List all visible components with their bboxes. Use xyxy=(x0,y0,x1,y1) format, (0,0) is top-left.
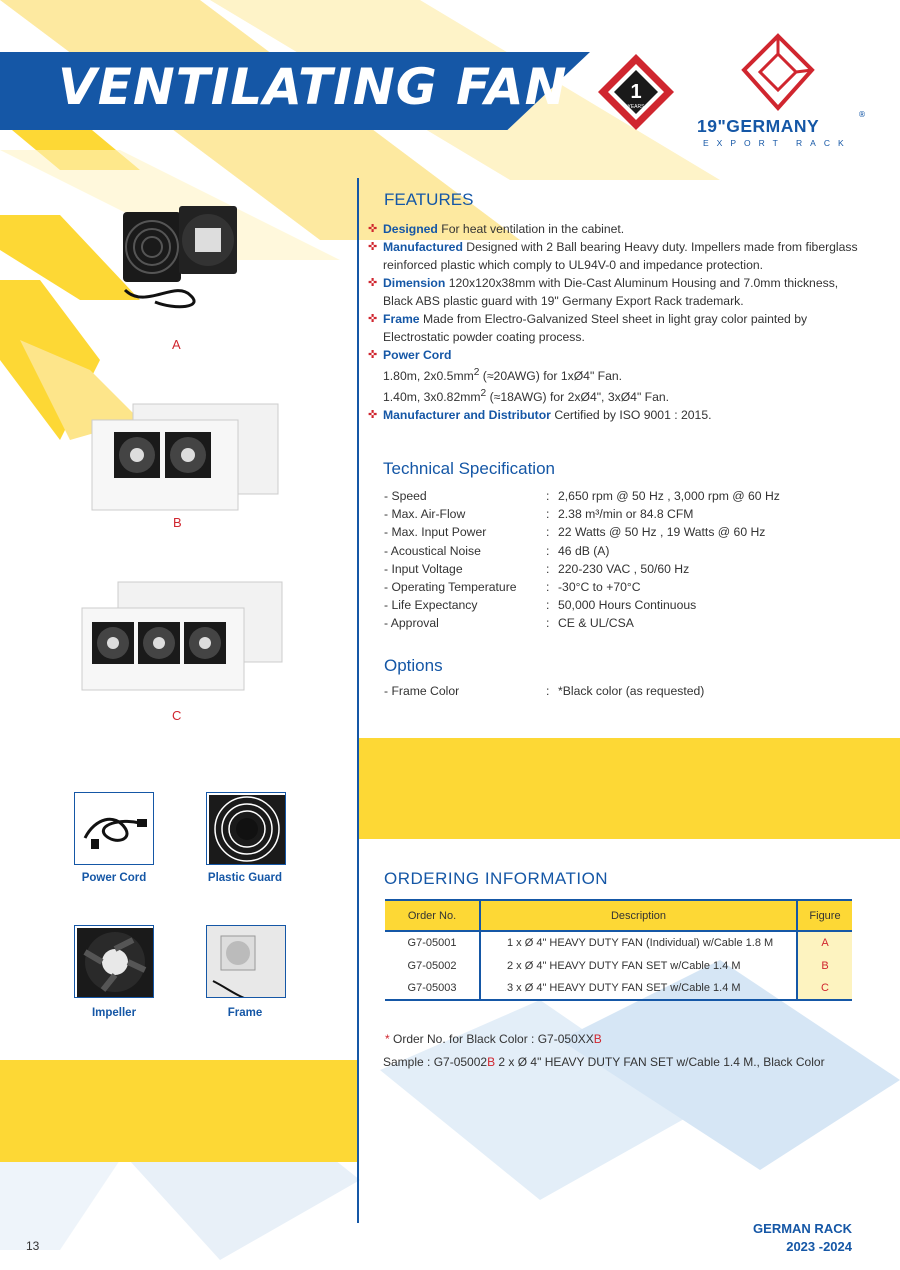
table-row xyxy=(385,954,852,977)
spec-label: - Speed xyxy=(384,489,427,503)
feature-text: For heat ventilation in the cabinet. xyxy=(437,222,625,236)
part-label-impeller: Impeller xyxy=(91,1007,137,1019)
feature-label: Manufactured xyxy=(383,240,463,254)
feature-text: Certified by ISO 9001 : 2015. xyxy=(550,408,712,423)
figure-c-three-fan-panel-image xyxy=(78,578,288,693)
spec-value: -30°C to +70°C xyxy=(558,579,641,594)
bullet-icon: ✜ xyxy=(368,277,378,289)
feature-label: Power Cord xyxy=(383,348,452,362)
bullet-icon: ✜ xyxy=(368,409,378,422)
spec-label: - Max. Input Power xyxy=(384,525,487,540)
spec-value: 50,000 Hours Continuous xyxy=(558,598,697,613)
bullet-icon: ✜ xyxy=(368,349,378,361)
warranty-badge-icon xyxy=(596,52,676,132)
spec-label: - Operating Temperature xyxy=(384,579,517,594)
spec-label: - Max. Air-Flow xyxy=(384,507,466,522)
ordering-heading: ORDERING INFORMATION xyxy=(384,869,609,888)
spec-label: - Input Voltage xyxy=(384,561,463,576)
spec-value: 46 dB (A) xyxy=(558,543,610,558)
feature-item xyxy=(368,406,868,424)
spec-row: - Approval : CE & UL/CSA xyxy=(384,616,634,631)
spec-label: - Approval xyxy=(384,616,439,631)
spec-value: 2,650 rpm @ 50 Hz , 3,000 rpm @ 60 Hz xyxy=(558,489,780,503)
figure-label-b: B xyxy=(173,515,182,530)
feature-text: 120x120x38mm with Die-Cast Aluminum Housing and 7.0mm thickness, Black ABS plastic guard with 19" Germany Export Rack trademark. xyxy=(383,276,839,308)
spec-row: - Operating Temperature : -30°C to +70°C xyxy=(384,579,641,594)
column-header: Figure xyxy=(797,900,852,931)
order-description: 3 x Ø 4" HEAVY DUTY FAN SET w/Cable 1.4 M xyxy=(480,977,797,1000)
feature-text: Designed with 2 Ball bearing Heavy duty. Impellers made from fiberglass reinforced plastic which comply to UL94V-0 and impedance protection. xyxy=(383,240,858,272)
spec-row: - Life Expectancy : 50,000 Hours Continuous xyxy=(384,598,697,613)
order-figure: B xyxy=(797,954,852,977)
feature-item xyxy=(368,310,868,346)
figure-label-a: A xyxy=(172,337,181,352)
figure-a-fan-with-guard-image xyxy=(115,200,255,320)
feature-label: Dimension xyxy=(383,276,446,290)
plastic-guard-thumbnail xyxy=(206,792,286,865)
figure-label-c: C xyxy=(172,708,182,723)
order-number: G7-05003 xyxy=(385,977,480,1000)
spec-value: 2.38 m³/min or 84.8 CFM xyxy=(558,507,694,522)
sample-note: Sample : G7-05002B 2 x Ø 4" HEAVY DUTY FAN SET w/Cable 1.4 M., Black Color xyxy=(383,1055,825,1069)
spec-value: CE & UL/CSA xyxy=(558,616,634,631)
power-cord-line-1: 1.80m, $2x0.5mm^2$ (≈20AWG) for 1xØ4" Fan. xyxy=(383,367,623,384)
order-figure: C xyxy=(797,977,852,1000)
frame-thumbnail xyxy=(206,925,286,998)
spec-row: - Max. Air-Flow : 2.38 m³/min or 84.8 CFM xyxy=(384,507,694,522)
spec-value: 22 Watts @ 50 Hz , 19 Watts @ 60 Hz xyxy=(558,525,766,540)
warranty-unit: YEARS xyxy=(627,104,645,110)
part-label-plastic-guard: Plastic Guard xyxy=(207,872,283,884)
option-label: - Frame Color xyxy=(384,684,460,698)
spec-row: - Acoustical Noise : 46 dB (A) xyxy=(384,543,610,558)
spec-row: - Input Voltage : 220-230 VAC , 50/60 Hz xyxy=(384,561,690,576)
table-row xyxy=(385,931,852,954)
power-cord-line-2: 1.40m, $3x0.82mm^2$ (≈18AWG) for 2xØ4", 3xØ4" Fan. xyxy=(383,388,670,405)
feature-item xyxy=(368,220,868,238)
black-color-note: * Order No. for Black Color : G7-050XXB xyxy=(385,1032,602,1046)
column-divider xyxy=(357,178,359,1223)
feature-label: Designed xyxy=(383,222,438,236)
feature-item xyxy=(368,274,868,310)
brand-registered-mark: ® xyxy=(858,110,866,119)
spec-label: - Life Expectancy xyxy=(384,598,478,613)
power-cord-thumbnail xyxy=(74,792,154,865)
page-number: 13 xyxy=(26,1239,40,1253)
frame-icon xyxy=(207,926,286,998)
order-number: G7-05001 xyxy=(385,931,480,954)
order-number: G7-05002 xyxy=(385,954,480,977)
table-row xyxy=(385,977,852,1000)
part-label-frame: Frame xyxy=(227,1007,263,1019)
impeller-icon xyxy=(75,926,154,998)
plastic-guard-icon xyxy=(207,793,286,865)
option-value: *Black color (as requested) xyxy=(558,684,705,698)
features-list xyxy=(368,220,868,424)
brand-name: 19"GERMANY xyxy=(697,116,820,136)
impeller-thumbnail xyxy=(74,925,154,998)
bullet-icon: ✜ xyxy=(368,241,378,253)
spec-value: 220-230 VAC , 50/60 Hz xyxy=(558,561,690,576)
technical-spec-list xyxy=(384,489,844,635)
spec-row: - Max. Input Power : 22 Watts @ 50 Hz , 19 Watts @ 60 Hz xyxy=(384,525,766,540)
part-label-power-cord: Power Cord xyxy=(81,872,147,884)
yellow-band-right xyxy=(359,738,900,839)
brand-subtitle: EXPORT RACK xyxy=(703,138,852,148)
features-heading: FEATURES xyxy=(384,190,474,209)
spec-label: - Acoustical Noise xyxy=(384,543,481,558)
footer-brand: GERMAN RACK 2023 -2024 xyxy=(753,1221,852,1254)
technical-spec-heading: Technical Specification xyxy=(383,459,555,478)
column-header: Description xyxy=(480,900,797,931)
feature-label: Frame xyxy=(383,312,420,326)
brand-cube-logo-icon xyxy=(740,32,820,112)
warranty-number: 1 xyxy=(630,81,642,103)
bullet-icon: ✜ xyxy=(368,223,378,235)
order-figure: A xyxy=(797,931,852,954)
power-cord-icon xyxy=(75,793,154,865)
ordering-table xyxy=(385,899,852,1001)
order-description: 2 x Ø 4" HEAVY DUTY FAN SET w/Cable 1.4 M xyxy=(507,959,741,972)
feature-item xyxy=(368,346,868,406)
page-title: VENTILATING FAN xyxy=(58,58,568,116)
yellow-band-left xyxy=(0,1060,357,1162)
bullet-icon: ✜ xyxy=(368,313,378,325)
feature-label: Manufacturer and Distributor xyxy=(383,408,551,423)
column-header: Order No. xyxy=(385,900,480,931)
figure-b-two-fan-panel-image xyxy=(88,400,288,520)
feature-text: Made from Electro-Galvanized Steel sheet in light gray color painted by Electrostatic powder coating process. xyxy=(383,312,808,344)
order-description: 1 x Ø 4" HEAVY DUTY FAN (Individual) w/Cable 1.8 M xyxy=(507,937,774,949)
options-heading: Options xyxy=(384,656,443,675)
spec-row: - Speed : 2,650 rpm @ 50 Hz , 3,000 rpm @ 60 Hz xyxy=(384,489,780,503)
feature-item xyxy=(368,238,868,274)
